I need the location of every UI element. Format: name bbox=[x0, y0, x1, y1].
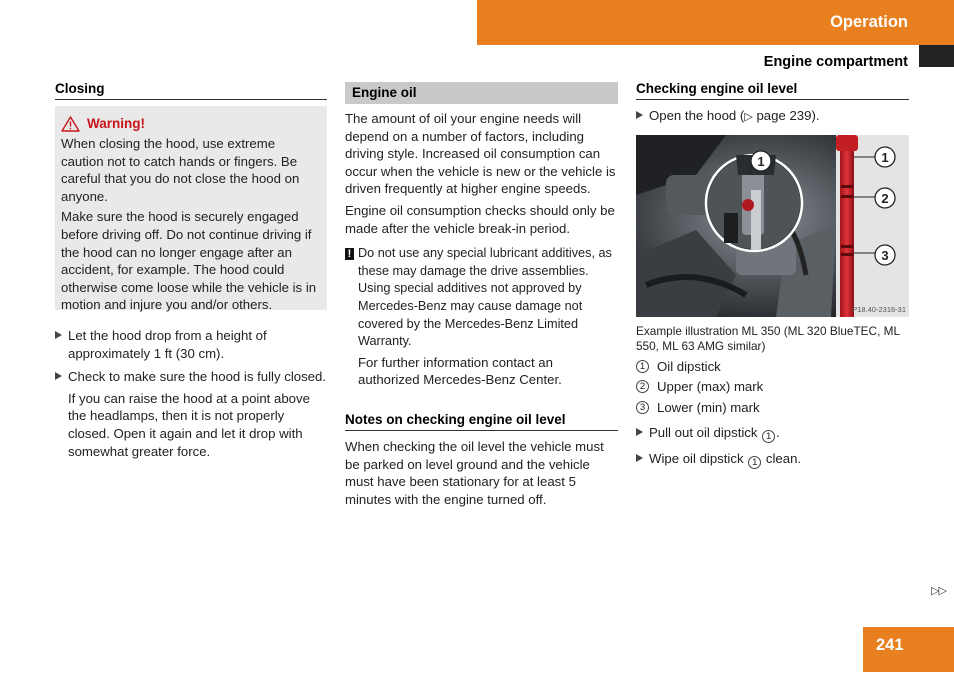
warning-header bbox=[61, 114, 321, 134]
warning-label: Warning! bbox=[87, 116, 145, 132]
bullet-arrow-icon bbox=[55, 372, 62, 380]
warning-text-1: When closing the hood, use extreme caution not to catch hands or fingers. Be careful that you do not close the hood on anyone. bbox=[61, 136, 300, 204]
legend-text-3: Lower (min) mark bbox=[657, 399, 760, 415]
page-number-box bbox=[863, 627, 954, 672]
attention-note-contact: For further information contact an authorized Mercedes-Benz Center. bbox=[358, 354, 562, 388]
closing-step-2-text: Check to make sure the hood is fully closed. bbox=[68, 369, 327, 385]
svg-text:3: 3 bbox=[881, 247, 889, 263]
column-checking-oil bbox=[636, 80, 909, 469]
notes-paragraph: When checking the oil level the vehicle must be parked on level ground and the vehicle must have been stationary for at least 5 minutes with the engine turned off. bbox=[345, 438, 604, 507]
legend-text-1: Oil dipstick bbox=[657, 358, 721, 374]
callout-1-engine bbox=[751, 151, 771, 171]
attention-note-text: Do not use any special lubricant additives, as these may damage the drive assemblies. Using special additives not approved by Mercedes-Benz may cause damage not covered by the Mercedes-Benz Limited Warranty. bbox=[358, 246, 612, 349]
closing-step-1-text: Let the hood drop from a height of approximately 1 ft (30 cm). bbox=[68, 328, 267, 361]
svg-text:1: 1 bbox=[881, 149, 889, 165]
callout-number-3: 3 bbox=[636, 401, 649, 414]
engine-oil-paragraph-1: The amount of oil your engine needs will depend on a number of factors, including driving style. Increased oil consumption can occur when the vehicle is new or the vehicle is driven frequently at higher engine speeds. bbox=[345, 111, 616, 197]
bullet-arrow-icon bbox=[636, 428, 643, 436]
bullet-arrow-icon bbox=[636, 454, 643, 462]
attention-icon: ! bbox=[345, 248, 354, 260]
warning-text-2: Make sure the hood is securely engaged before driving off. Do not continue driving if the hood can no longer engage after an accident, for example. The hood could otherwise come loose while the vehicle is in motion and injure you and/or others. bbox=[61, 209, 317, 313]
svg-text:2: 2 bbox=[881, 190, 889, 206]
callout-number-2: 2 bbox=[636, 380, 649, 393]
closing-step-2 bbox=[55, 368, 327, 386]
svg-text:1: 1 bbox=[757, 153, 765, 169]
engine-compartment-image bbox=[636, 135, 909, 317]
checking-step-1 bbox=[636, 107, 909, 127]
callout-number-inline: 1 bbox=[762, 430, 775, 443]
callout-number-1: 1 bbox=[636, 360, 649, 373]
checking-step-3 bbox=[636, 450, 909, 469]
legend-item-1 bbox=[636, 358, 909, 376]
engine-illustration bbox=[636, 135, 909, 317]
thumb-index-marker bbox=[919, 45, 954, 67]
legend-item-2 bbox=[636, 378, 909, 396]
checking-step-3-end: clean. bbox=[762, 451, 802, 467]
column-closing bbox=[55, 80, 327, 460]
page-number: 241 bbox=[876, 636, 904, 654]
bullet-arrow-icon bbox=[636, 111, 643, 119]
legend-item-3 bbox=[636, 399, 909, 417]
column-engine-oil bbox=[345, 82, 618, 508]
checking-step-2 bbox=[636, 424, 909, 443]
checking-step-3-text: Wipe oil dipstick bbox=[649, 451, 748, 467]
callout-2-upper-mark bbox=[875, 188, 895, 208]
page-reference-icon: ▷ bbox=[744, 111, 753, 123]
notes-heading: Notes on checking engine oil level bbox=[345, 411, 618, 431]
subsection-title: Engine compartment bbox=[763, 54, 908, 70]
closing-step-2-note: If you can raise the hood at a point above the headlamps, then it is not properly closed. Open it again and let it drop with somewhat greater force. bbox=[68, 390, 310, 459]
engine-oil-heading: Engine oil bbox=[345, 82, 618, 104]
section-tab bbox=[477, 0, 954, 45]
checking-step-2-text: Pull out oil dipstick bbox=[649, 425, 762, 441]
checking-step-1-page: page 239). bbox=[752, 108, 820, 123]
section-title: Operation bbox=[830, 13, 908, 31]
callout-3-lower-mark bbox=[875, 245, 895, 265]
figure-code: P18.40-2316-31 bbox=[852, 304, 906, 314]
callout-number-inline: 1 bbox=[748, 456, 761, 469]
legend-text-2: Upper (max) mark bbox=[657, 379, 764, 395]
figure-caption: Example illustration ML 350 (ML 320 BlueTEC, ML 550, ML 63 AMG similar) bbox=[636, 323, 900, 353]
callout-1-dipstick bbox=[875, 147, 895, 167]
checking-step-2-end: . bbox=[776, 425, 780, 441]
closing-heading: Closing bbox=[55, 80, 327, 100]
warning-box bbox=[55, 106, 327, 313]
warning-triangle-icon bbox=[61, 116, 80, 132]
checking-step-1-text: Open the hood ( bbox=[649, 108, 745, 123]
closing-step-1 bbox=[55, 327, 327, 362]
attention-note bbox=[345, 245, 618, 351]
engine-oil-paragraph-2: Engine oil consumption checks should only be made after the vehicle break-in period. bbox=[345, 202, 615, 236]
bullet-arrow-icon bbox=[55, 331, 62, 339]
checking-heading: Checking engine oil level bbox=[636, 80, 909, 100]
continue-arrows-icon: ▷▷ bbox=[931, 585, 946, 597]
